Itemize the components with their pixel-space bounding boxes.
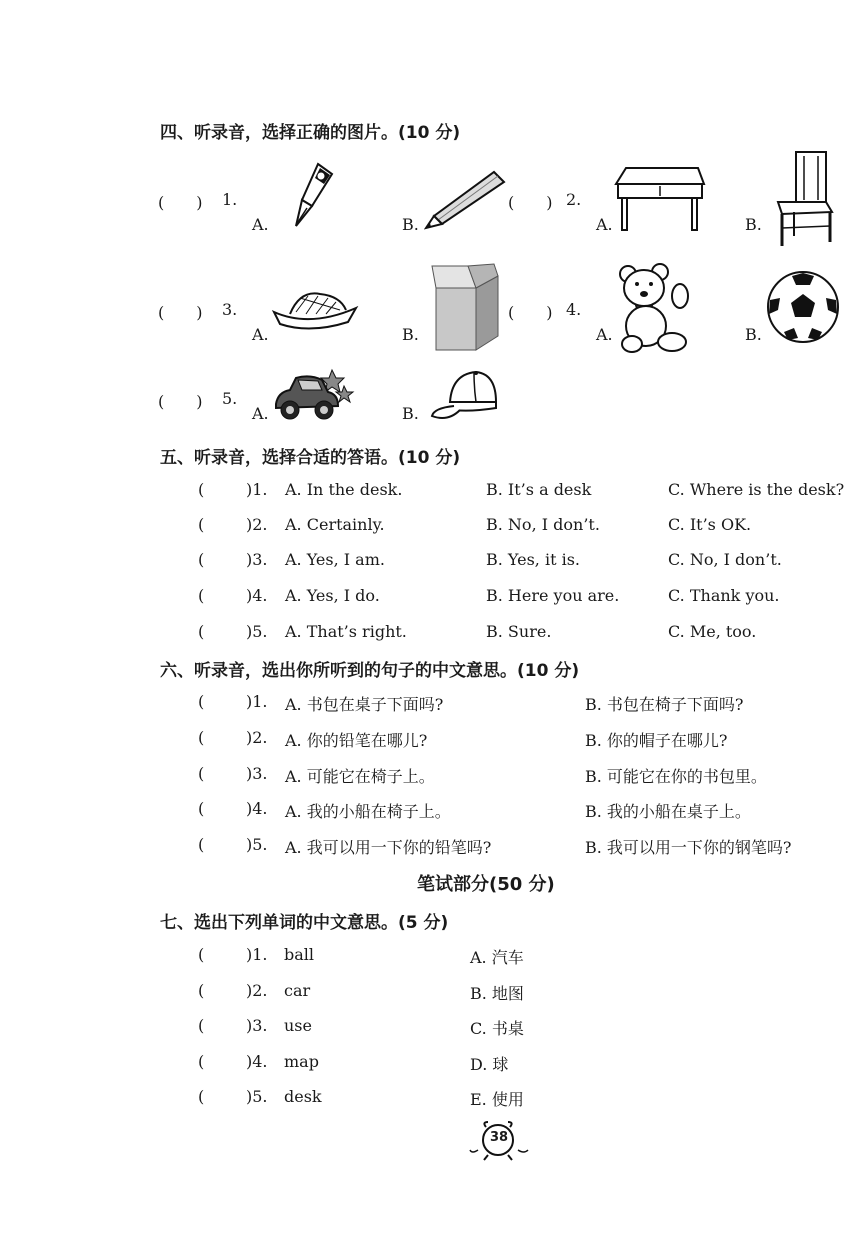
- chair-image[interactable]: [772, 150, 836, 248]
- question-number: )2.: [246, 728, 268, 747]
- option-a[interactable]: A. 你的铅笔在哪儿?: [285, 731, 428, 750]
- question-number: )2.: [246, 981, 268, 1000]
- option-b[interactable]: B. 我的小船在桌子上。: [585, 802, 751, 821]
- option-a[interactable]: A. 可能它在椅子上。: [285, 767, 435, 786]
- question-number: )5.: [246, 622, 268, 641]
- option-b[interactable]: B. No, I don’t.: [486, 515, 600, 534]
- answer-paren-open[interactable]: (: [198, 586, 205, 605]
- page-number: 38: [489, 1130, 509, 1145]
- option-c[interactable]: C. It’s OK.: [668, 515, 752, 534]
- question-number: )4.: [246, 1052, 268, 1071]
- option-a[interactable]: A. In the desk.: [285, 480, 403, 499]
- answer-paren[interactable]: ( ): [158, 392, 203, 411]
- word: use: [284, 1016, 312, 1035]
- word: ball: [284, 945, 315, 964]
- question-number: )2.: [246, 515, 268, 534]
- word: desk: [284, 1087, 322, 1106]
- option-a-label: A.: [252, 215, 269, 234]
- answer-paren-open[interactable]: (: [198, 692, 205, 711]
- option-b-label: B.: [402, 325, 419, 344]
- answer-paren-open[interactable]: (: [198, 764, 205, 783]
- option-c[interactable]: C. Where is the desk?: [668, 480, 845, 499]
- answer-paren-open[interactable]: (: [198, 550, 205, 569]
- option-b[interactable]: B. 可能它在你的书包里。: [585, 767, 767, 786]
- option-a-label: A.: [596, 325, 613, 344]
- question-number: )3.: [246, 764, 268, 783]
- option-b[interactable]: B. Sure.: [486, 622, 552, 641]
- section-4-title: 四、听录音，选择正确的图片。(10 分): [160, 123, 461, 143]
- pencil-image[interactable]: [424, 168, 508, 230]
- option-a[interactable]: A. Certainly.: [285, 515, 385, 534]
- answer-paren[interactable]: ( ): [508, 193, 553, 212]
- option-b-label: B.: [745, 215, 762, 234]
- answer-paren-open[interactable]: (: [198, 799, 205, 818]
- option-c[interactable]: C. No, I don’t.: [668, 550, 782, 569]
- question-number: 1.: [222, 190, 238, 209]
- question-number: )4.: [246, 586, 268, 605]
- option-a[interactable]: A. 书包在桌子下面吗?: [285, 695, 444, 714]
- option-b[interactable]: B. It’s a desk: [486, 480, 592, 499]
- answer-paren-open[interactable]: (: [198, 1087, 205, 1106]
- football-image[interactable]: [766, 270, 840, 344]
- question-number: 3.: [222, 300, 238, 319]
- question-number: )1.: [246, 480, 268, 499]
- option-b-label: B.: [402, 404, 419, 423]
- question-number: )1.: [246, 945, 268, 964]
- answer-paren-open[interactable]: (: [198, 945, 205, 964]
- option-b[interactable]: B. 我可以用一下你的钢笔吗?: [585, 838, 792, 857]
- option-a-label: A.: [252, 325, 269, 344]
- section-6-title: 六、听录音，选出你所听到的句子的中文意思。(10 分): [160, 661, 580, 681]
- fountain-pen-image[interactable]: [288, 160, 336, 232]
- answer-paren[interactable]: ( ): [158, 193, 203, 212]
- toy-car-image[interactable]: [270, 366, 356, 424]
- option-b[interactable]: B. Yes, it is.: [486, 550, 580, 569]
- answer-paren-open[interactable]: (: [198, 835, 205, 854]
- meaning-option[interactable]: B. 地图: [470, 984, 524, 1003]
- option-b[interactable]: B. 书包在椅子下面吗?: [585, 695, 744, 714]
- option-b[interactable]: B. Here you are.: [486, 586, 620, 605]
- option-a-label: A.: [596, 215, 613, 234]
- meaning-option[interactable]: D. 球: [470, 1055, 509, 1074]
- option-a[interactable]: A. 我的小船在椅子上。: [285, 802, 451, 821]
- answer-paren[interactable]: ( ): [158, 303, 203, 322]
- question-number: 4.: [566, 300, 582, 319]
- question-number: )5.: [246, 835, 268, 854]
- option-b-label: B.: [402, 215, 419, 234]
- answer-paren-open[interactable]: (: [198, 480, 205, 499]
- answer-paren-open[interactable]: (: [198, 1052, 205, 1071]
- answer-paren-open[interactable]: (: [198, 622, 205, 641]
- answer-paren-open[interactable]: (: [198, 1016, 205, 1035]
- section-7-title: 七、选出下列单词的中文意思。(5 分): [160, 913, 449, 933]
- written-part-title: 笔试部分(50 分): [417, 874, 555, 895]
- meaning-option[interactable]: E. 使用: [470, 1090, 524, 1109]
- section-5-title: 五、听录音，选择合适的答语。(10 分): [160, 448, 461, 468]
- question-number: )3.: [246, 550, 268, 569]
- option-c[interactable]: C. Me, too.: [668, 622, 757, 641]
- answer-paren-open[interactable]: (: [198, 981, 205, 1000]
- option-a[interactable]: A. Yes, I do.: [285, 586, 380, 605]
- option-b-label: B.: [745, 325, 762, 344]
- answer-paren[interactable]: ( ): [508, 303, 553, 322]
- question-number: )5.: [246, 1087, 268, 1106]
- desk-image[interactable]: [612, 164, 708, 232]
- word: car: [284, 981, 311, 1000]
- teddy-bear-image[interactable]: [614, 262, 694, 354]
- answer-paren-open[interactable]: (: [198, 515, 205, 534]
- cap-image[interactable]: [430, 368, 500, 424]
- option-a[interactable]: A. That’s right.: [285, 622, 407, 641]
- toy-boat-image[interactable]: [270, 284, 360, 334]
- option-a[interactable]: A. Yes, I am.: [285, 550, 385, 569]
- question-number: )1.: [246, 692, 268, 711]
- meaning-option[interactable]: C. 书桌: [470, 1019, 524, 1038]
- meaning-option[interactable]: A. 汽车: [470, 948, 524, 967]
- word: map: [284, 1052, 319, 1071]
- box-image[interactable]: [428, 262, 504, 352]
- answer-paren-open[interactable]: (: [198, 728, 205, 747]
- question-number: 5.: [222, 389, 238, 408]
- option-a-label: A.: [252, 404, 269, 423]
- option-c[interactable]: C. Thank you.: [668, 586, 780, 605]
- question-number: )3.: [246, 1016, 268, 1035]
- question-number: )4.: [246, 799, 268, 818]
- option-b[interactable]: B. 你的帽子在哪儿?: [585, 731, 728, 750]
- question-number: 2.: [566, 190, 582, 209]
- option-a[interactable]: A. 我可以用一下你的铅笔吗?: [285, 838, 492, 857]
